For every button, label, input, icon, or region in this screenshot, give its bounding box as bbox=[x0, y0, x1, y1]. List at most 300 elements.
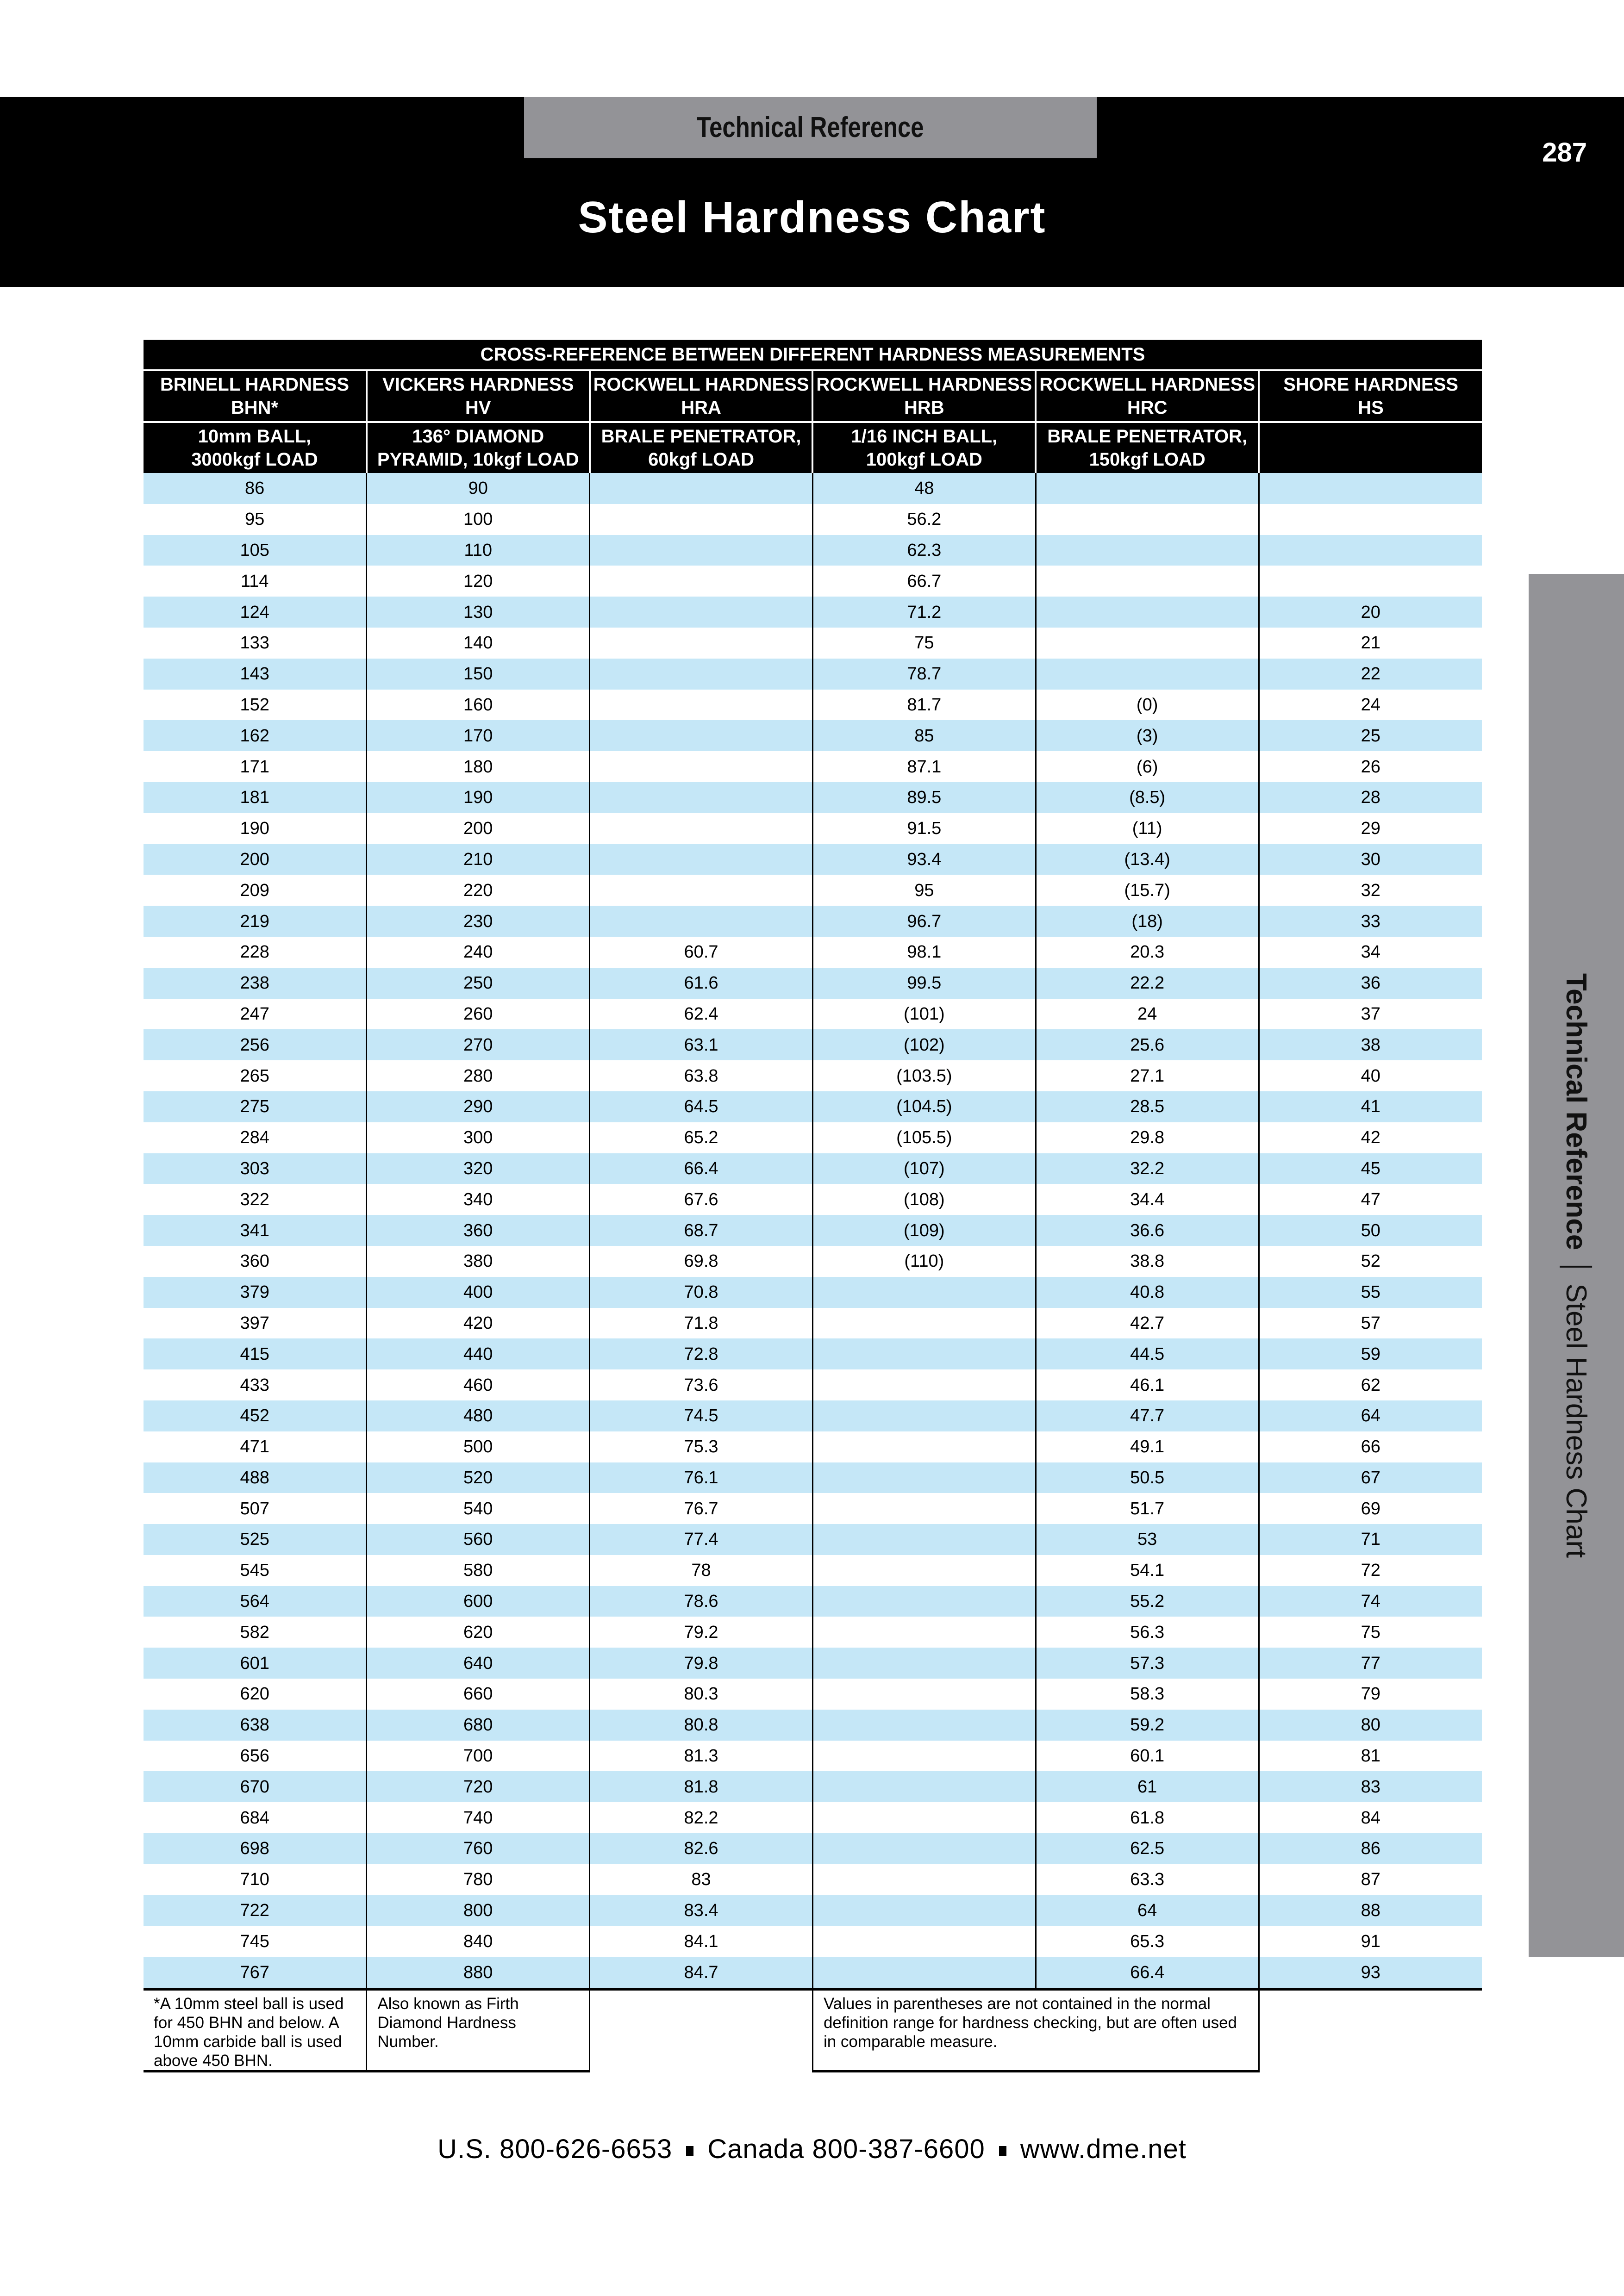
table-cell: 170 bbox=[367, 720, 590, 751]
table-cell: 64 bbox=[1036, 1895, 1259, 1926]
table-cell: 91.5 bbox=[812, 813, 1036, 844]
table-cell: 100 bbox=[367, 504, 590, 535]
table-cell: 580 bbox=[367, 1555, 590, 1586]
column-header-abbr: HS bbox=[1358, 398, 1384, 418]
table-cell: 34.4 bbox=[1036, 1184, 1259, 1215]
bullet-icon bbox=[999, 2146, 1006, 2156]
table-cell: 250 bbox=[367, 968, 590, 999]
table-cell bbox=[812, 1833, 1036, 1864]
table-cell: 29.8 bbox=[1036, 1122, 1259, 1153]
table-cell: 37 bbox=[1259, 999, 1482, 1030]
table-cell bbox=[1259, 535, 1482, 566]
table-cell: 76.7 bbox=[590, 1493, 813, 1524]
table-cell: (3) bbox=[1036, 720, 1259, 751]
table-cell: 143 bbox=[144, 659, 367, 690]
table-cell bbox=[812, 1710, 1036, 1741]
table-cell: 69 bbox=[1259, 1493, 1482, 1524]
table-cell: 93.4 bbox=[812, 844, 1036, 875]
table-row bbox=[144, 1400, 1482, 1431]
table-cell: 710 bbox=[144, 1864, 367, 1895]
table-cell: 433 bbox=[144, 1369, 367, 1400]
table-cell: 545 bbox=[144, 1555, 367, 1586]
table-cell: 452 bbox=[144, 1400, 367, 1431]
table-cell: 180 bbox=[367, 751, 590, 782]
table-cell: 84.1 bbox=[590, 1926, 813, 1957]
table-cell: 89.5 bbox=[812, 782, 1036, 813]
column-header-abbr: HRA bbox=[681, 398, 721, 418]
table-cell: 341 bbox=[144, 1215, 367, 1246]
column-method-line: BRALE PENETRATOR, bbox=[1047, 426, 1248, 447]
table-cell: 66.4 bbox=[590, 1153, 813, 1184]
table-cell: 200 bbox=[144, 844, 367, 875]
table-row bbox=[144, 813, 1482, 844]
table-cell: 162 bbox=[144, 720, 367, 751]
table-cell: 420 bbox=[367, 1308, 590, 1339]
column-method-line: PYRAMID, 10kgf LOAD bbox=[377, 449, 579, 470]
table-cell: 83 bbox=[590, 1864, 813, 1895]
table-cell: 840 bbox=[367, 1926, 590, 1957]
table-row bbox=[144, 1586, 1482, 1617]
column-method-line: 150kgf LOAD bbox=[1089, 449, 1206, 470]
table-cell: 62 bbox=[1259, 1369, 1482, 1400]
table-cell: 80 bbox=[1259, 1710, 1482, 1741]
table-cell: 78.7 bbox=[812, 659, 1036, 690]
table-cell: 44.5 bbox=[1036, 1338, 1259, 1369]
table-row bbox=[144, 1122, 1482, 1153]
table-cell: 247 bbox=[144, 999, 367, 1030]
table-cell: 81.3 bbox=[590, 1741, 813, 1772]
column-method-line: 3000kgf LOAD bbox=[191, 449, 318, 470]
table-cell: 220 bbox=[367, 875, 590, 906]
table-cell: 265 bbox=[144, 1060, 367, 1091]
table-cell: 540 bbox=[367, 1493, 590, 1524]
column-header bbox=[1036, 370, 1259, 422]
notes-row bbox=[144, 1989, 1482, 2072]
table-cell: 58.3 bbox=[1036, 1679, 1259, 1710]
table-cell: 80.8 bbox=[590, 1710, 813, 1741]
table-cell: 700 bbox=[367, 1741, 590, 1772]
table-cell: 47 bbox=[1259, 1184, 1482, 1215]
table-cell: 73.6 bbox=[590, 1369, 813, 1400]
table-cell bbox=[1036, 597, 1259, 628]
table-cell: 56.2 bbox=[812, 504, 1036, 535]
table-cell: 488 bbox=[144, 1462, 367, 1493]
column-header-name: ROCKWELL HARDNESS bbox=[816, 374, 1032, 395]
table-row bbox=[144, 535, 1482, 566]
table-cell: 210 bbox=[367, 844, 590, 875]
table-cell: 181 bbox=[144, 782, 367, 813]
table-cell: 81 bbox=[1259, 1741, 1482, 1772]
table-cell bbox=[1036, 628, 1259, 659]
table-cell: 379 bbox=[144, 1277, 367, 1308]
table-cell: 80.3 bbox=[590, 1679, 813, 1710]
table-row bbox=[144, 1215, 1482, 1246]
table-cell: 65.3 bbox=[1036, 1926, 1259, 1957]
table-cell: 46.1 bbox=[1036, 1369, 1259, 1400]
note-rockwell: Values in parentheses are not contained in the normal definition range for hardness checking, but are often used in comparable measure. bbox=[812, 1989, 1259, 2072]
table-cell: 62.5 bbox=[1036, 1833, 1259, 1864]
table-cell: 656 bbox=[144, 1741, 367, 1772]
table-cell: 460 bbox=[367, 1369, 590, 1400]
table-cell bbox=[1259, 566, 1482, 597]
table-cell: 67 bbox=[1259, 1462, 1482, 1493]
column-method-line: BRALE PENETRATOR, bbox=[601, 426, 801, 447]
table-cell: 160 bbox=[367, 690, 590, 721]
table-cell: 722 bbox=[144, 1895, 367, 1926]
table-cell: 140 bbox=[367, 628, 590, 659]
table-cell: 640 bbox=[367, 1648, 590, 1679]
table-cell: 190 bbox=[144, 813, 367, 844]
table-cell: 38 bbox=[1259, 1029, 1482, 1060]
table-cell: 63.8 bbox=[590, 1060, 813, 1091]
column-method bbox=[590, 422, 813, 473]
table-cell: 74 bbox=[1259, 1586, 1482, 1617]
table-cell bbox=[812, 1679, 1036, 1710]
table-cell: 26 bbox=[1259, 751, 1482, 782]
table-cell bbox=[590, 566, 813, 597]
table-cell: 66.7 bbox=[812, 566, 1036, 597]
table-cell: 61.8 bbox=[1036, 1802, 1259, 1833]
table-cell: 83 bbox=[1259, 1771, 1482, 1802]
table-cell: 71 bbox=[1259, 1524, 1482, 1555]
table-cell: 360 bbox=[144, 1246, 367, 1277]
table-row bbox=[144, 1338, 1482, 1369]
table-cell: (11) bbox=[1036, 813, 1259, 844]
table-cell: 99.5 bbox=[812, 968, 1036, 999]
table-cell bbox=[812, 1586, 1036, 1617]
table-cell bbox=[1036, 535, 1259, 566]
table-cell: (15.7) bbox=[1036, 875, 1259, 906]
table-row bbox=[144, 1184, 1482, 1215]
table-row bbox=[144, 1895, 1482, 1926]
table-cell bbox=[812, 1493, 1036, 1524]
table-cell: 130 bbox=[367, 597, 590, 628]
table-row bbox=[144, 875, 1482, 906]
table-cell: (6) bbox=[1036, 751, 1259, 782]
table-cell: 38.8 bbox=[1036, 1246, 1259, 1277]
table-row bbox=[144, 597, 1482, 628]
table-row bbox=[144, 1431, 1482, 1462]
table-cell: 471 bbox=[144, 1431, 367, 1462]
table-cell: 57.3 bbox=[1036, 1648, 1259, 1679]
table-cell: 50 bbox=[1259, 1215, 1482, 1246]
table-cell: 62.3 bbox=[812, 535, 1036, 566]
table-cell: 270 bbox=[367, 1029, 590, 1060]
table-cell: (102) bbox=[812, 1029, 1036, 1060]
table-cell bbox=[1259, 504, 1482, 535]
table-cell: 78.6 bbox=[590, 1586, 813, 1617]
table-cell: 320 bbox=[367, 1153, 590, 1184]
table-row bbox=[144, 751, 1482, 782]
column-method-row bbox=[144, 422, 1482, 473]
table-cell: 133 bbox=[144, 628, 367, 659]
table-cell: (8.5) bbox=[1036, 782, 1259, 813]
column-method-line: 100kgf LOAD bbox=[866, 449, 982, 470]
table-cell: 30 bbox=[1259, 844, 1482, 875]
table-cell bbox=[812, 1864, 1036, 1895]
table-cell: 582 bbox=[144, 1617, 367, 1648]
table-row bbox=[144, 782, 1482, 813]
table-cell: 98.1 bbox=[812, 937, 1036, 968]
table-cell bbox=[812, 1957, 1036, 1989]
table-cell: 114 bbox=[144, 566, 367, 597]
table-cell: 59.2 bbox=[1036, 1710, 1259, 1741]
table-cell: 70.8 bbox=[590, 1277, 813, 1308]
footer-canada-phone: Canada 800-387-6600 bbox=[707, 2134, 985, 2164]
table-cell: 67.6 bbox=[590, 1184, 813, 1215]
table-cell bbox=[590, 875, 813, 906]
table-cell: 64.5 bbox=[590, 1091, 813, 1122]
table-cell: 290 bbox=[367, 1091, 590, 1122]
table-row bbox=[144, 968, 1482, 999]
table-cell: 745 bbox=[144, 1926, 367, 1957]
table-cell: 33 bbox=[1259, 906, 1482, 937]
table-cell: 28 bbox=[1259, 782, 1482, 813]
table-cell: 81.7 bbox=[812, 690, 1036, 721]
table-cell: 22 bbox=[1259, 659, 1482, 690]
page-title: Steel Hardness Chart bbox=[578, 193, 1046, 242]
table-cell: 238 bbox=[144, 968, 367, 999]
table-row bbox=[144, 844, 1482, 875]
table-cell: (107) bbox=[812, 1153, 1036, 1184]
table-cell: 36.6 bbox=[1036, 1215, 1259, 1246]
table-cell bbox=[812, 1369, 1036, 1400]
column-header-name: ROCKWELL HARDNESS bbox=[1039, 374, 1255, 395]
table-cell: 41 bbox=[1259, 1091, 1482, 1122]
table-row bbox=[144, 1153, 1482, 1184]
table-cell bbox=[1036, 566, 1259, 597]
table-row bbox=[144, 659, 1482, 690]
table-cell bbox=[590, 597, 813, 628]
note-empty bbox=[1259, 1989, 1482, 2072]
table-cell bbox=[1036, 473, 1259, 504]
table-cell: 77 bbox=[1259, 1648, 1482, 1679]
table-cell: 55.2 bbox=[1036, 1586, 1259, 1617]
side-tab-divider bbox=[1560, 1266, 1593, 1268]
table-cell: 42.7 bbox=[1036, 1308, 1259, 1339]
table-cell: 74.5 bbox=[590, 1400, 813, 1431]
table-cell bbox=[812, 1400, 1036, 1431]
table-cell: 260 bbox=[367, 999, 590, 1030]
table-row bbox=[144, 1648, 1482, 1679]
table-row bbox=[144, 1679, 1482, 1710]
column-method-line: 10mm BALL, bbox=[198, 426, 312, 447]
table-cell: 525 bbox=[144, 1524, 367, 1555]
table-cell bbox=[812, 1741, 1036, 1772]
table-cell: 78 bbox=[590, 1555, 813, 1586]
table-cell: 190 bbox=[367, 782, 590, 813]
table-cell: 760 bbox=[367, 1833, 590, 1864]
table-cell: 52 bbox=[1259, 1246, 1482, 1277]
table-cell: 60.7 bbox=[590, 937, 813, 968]
table-cell bbox=[812, 1277, 1036, 1308]
table-cell: 40.8 bbox=[1036, 1277, 1259, 1308]
table-cell: (101) bbox=[812, 999, 1036, 1030]
table-cell: 680 bbox=[367, 1710, 590, 1741]
table-cell: 64 bbox=[1259, 1400, 1482, 1431]
table-cell bbox=[590, 504, 813, 535]
table-cell: 620 bbox=[144, 1679, 367, 1710]
table-cell: 400 bbox=[367, 1277, 590, 1308]
table-row bbox=[144, 1246, 1482, 1277]
table-cell: 84.7 bbox=[590, 1957, 813, 1989]
table-cell: 32.2 bbox=[1036, 1153, 1259, 1184]
table-cell bbox=[812, 1555, 1036, 1586]
table-row bbox=[144, 1802, 1482, 1833]
column-name-row bbox=[144, 370, 1482, 422]
table-cell: 66 bbox=[1259, 1431, 1482, 1462]
column-header bbox=[1259, 370, 1482, 422]
footer-us-phone: U.S. 800-626-6653 bbox=[437, 2134, 673, 2164]
section-tab-label: Technical Reference bbox=[697, 112, 924, 143]
table-cell: 79.2 bbox=[590, 1617, 813, 1648]
table-cell bbox=[590, 844, 813, 875]
footer-website[interactable]: www.dme.net bbox=[1020, 2134, 1187, 2164]
table-cell: 720 bbox=[367, 1771, 590, 1802]
table-row bbox=[144, 690, 1482, 721]
table-cell: 397 bbox=[144, 1308, 367, 1339]
table-cell: 86 bbox=[1259, 1833, 1482, 1864]
table-cell: 322 bbox=[144, 1184, 367, 1215]
table-cell: 684 bbox=[144, 1802, 367, 1833]
table-cell: 72.8 bbox=[590, 1338, 813, 1369]
bullet-icon bbox=[686, 2146, 693, 2156]
table-cell: (108) bbox=[812, 1184, 1036, 1215]
table-cell bbox=[590, 628, 813, 659]
table-cell bbox=[590, 659, 813, 690]
table-cell bbox=[590, 535, 813, 566]
column-header-abbr: HRC bbox=[1127, 398, 1168, 418]
table-cell: 171 bbox=[144, 751, 367, 782]
side-tab-topic: Steel Hardness Chart bbox=[1560, 1283, 1593, 1558]
table-cell bbox=[812, 1308, 1036, 1339]
table-row bbox=[144, 937, 1482, 968]
hardness-table bbox=[144, 340, 1482, 2072]
column-header bbox=[590, 370, 813, 422]
table-cell: 83.4 bbox=[590, 1895, 813, 1926]
table-cell: 800 bbox=[367, 1895, 590, 1926]
table-cell: 24 bbox=[1259, 690, 1482, 721]
column-method bbox=[1036, 422, 1259, 473]
table-cell: 28.5 bbox=[1036, 1091, 1259, 1122]
table-cell: 69.8 bbox=[590, 1246, 813, 1277]
table-cell: 95 bbox=[144, 504, 367, 535]
table-cell: 200 bbox=[367, 813, 590, 844]
table-cell: 340 bbox=[367, 1184, 590, 1215]
note-vickers: Also known as Firth Diamond Hardness Number. bbox=[367, 1989, 590, 2072]
table-cell: 95 bbox=[812, 875, 1036, 906]
table-row bbox=[144, 1277, 1482, 1308]
table-cell: 560 bbox=[367, 1524, 590, 1555]
table-cell: 63.1 bbox=[590, 1029, 813, 1060]
column-header-name: VICKERS HARDNESS bbox=[382, 374, 574, 395]
column-method bbox=[144, 422, 367, 473]
section-tab bbox=[524, 97, 1097, 158]
table-cell: 91 bbox=[1259, 1926, 1482, 1957]
table-cell: 360 bbox=[367, 1215, 590, 1246]
table-row bbox=[144, 1029, 1482, 1060]
table-row bbox=[144, 1957, 1482, 1989]
table-cell: 51.7 bbox=[1036, 1493, 1259, 1524]
column-header bbox=[812, 370, 1036, 422]
table-row bbox=[144, 1524, 1482, 1555]
table-cell: 48 bbox=[812, 473, 1036, 504]
table-title: CROSS-REFERENCE BETWEEN DIFFERENT HARDNESS MEASUREMENTS bbox=[144, 340, 1482, 370]
table-cell: 25.6 bbox=[1036, 1029, 1259, 1060]
table-cell: 152 bbox=[144, 690, 367, 721]
table-cell: 49.1 bbox=[1036, 1431, 1259, 1462]
table-cell: 82.2 bbox=[590, 1802, 813, 1833]
note-empty bbox=[590, 1989, 813, 2072]
table-cell bbox=[590, 690, 813, 721]
table-cell: 698 bbox=[144, 1833, 367, 1864]
table-cell: 767 bbox=[144, 1957, 367, 1989]
table-row bbox=[144, 628, 1482, 659]
table-cell bbox=[812, 1802, 1036, 1833]
table-cell: 480 bbox=[367, 1400, 590, 1431]
table-row bbox=[144, 999, 1482, 1030]
table-row bbox=[144, 1833, 1482, 1864]
hardness-table-container bbox=[144, 340, 1482, 2072]
table-cell: 415 bbox=[144, 1338, 367, 1369]
table-cell bbox=[1036, 504, 1259, 535]
table-cell: 82.6 bbox=[590, 1833, 813, 1864]
table-cell bbox=[590, 782, 813, 813]
table-cell: 303 bbox=[144, 1153, 367, 1184]
table-cell bbox=[1259, 473, 1482, 504]
table-cell: 564 bbox=[144, 1586, 367, 1617]
table-cell: 219 bbox=[144, 906, 367, 937]
table-cell: 86 bbox=[144, 473, 367, 504]
table-cell: 76.1 bbox=[590, 1462, 813, 1493]
table-row bbox=[144, 566, 1482, 597]
table-cell: 20.3 bbox=[1036, 937, 1259, 968]
column-method-line: 1/16 INCH BALL, bbox=[851, 426, 998, 447]
table-cell: 275 bbox=[144, 1091, 367, 1122]
side-tab-section: Technical Reference bbox=[1560, 973, 1593, 1251]
table-cell: 230 bbox=[367, 906, 590, 937]
table-cell: 280 bbox=[367, 1060, 590, 1091]
column-method bbox=[812, 422, 1036, 473]
column-method-line: 60kgf LOAD bbox=[648, 449, 754, 470]
table-cell: 24 bbox=[1036, 999, 1259, 1030]
column-method bbox=[1259, 422, 1482, 473]
table-cell: 500 bbox=[367, 1431, 590, 1462]
table-cell: 60.1 bbox=[1036, 1741, 1259, 1772]
table-row bbox=[144, 720, 1482, 751]
table-cell: 75.3 bbox=[590, 1431, 813, 1462]
table-title-row bbox=[144, 340, 1482, 370]
table-cell: 68.7 bbox=[590, 1215, 813, 1246]
table-cell bbox=[812, 1617, 1036, 1648]
table-cell: 880 bbox=[367, 1957, 590, 1989]
table-cell: 55 bbox=[1259, 1277, 1482, 1308]
table-row bbox=[144, 1493, 1482, 1524]
table-cell: 42 bbox=[1259, 1122, 1482, 1153]
table-cell: 670 bbox=[144, 1771, 367, 1802]
table-cell: 440 bbox=[367, 1338, 590, 1369]
table-cell: (110) bbox=[812, 1246, 1036, 1277]
table-row bbox=[144, 1741, 1482, 1772]
table-cell: 56.3 bbox=[1036, 1617, 1259, 1648]
table-cell: 72 bbox=[1259, 1555, 1482, 1586]
column-header-abbr: HV bbox=[465, 398, 491, 418]
table-cell: 59 bbox=[1259, 1338, 1482, 1369]
table-cell: 507 bbox=[144, 1493, 367, 1524]
table-cell: 740 bbox=[367, 1802, 590, 1833]
column-method-line: 136° DIAMOND bbox=[412, 426, 544, 447]
table-row bbox=[144, 1710, 1482, 1741]
